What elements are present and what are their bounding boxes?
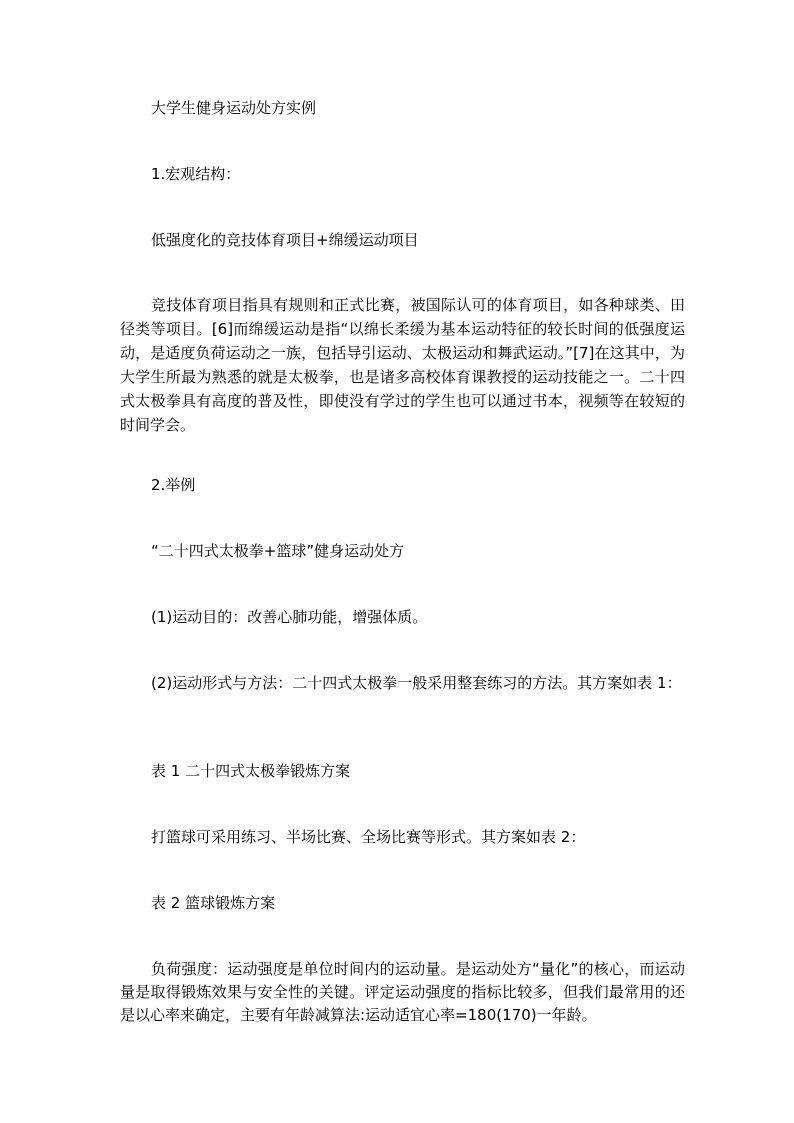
paragraph-definition: 竞技体育项目指具有规则和正式比赛，被国际认可的体育项目，如各种球类、田径类等项目。[6]而绵缓运动是指“以绵长柔缓为基本运动特征的较长时间的低强度运动，是适度负荷运动之一族，包括导引运动、太极运动和舞武运动。”[7]在这其中，为大学生所最为熟悉的就是太极拳，也是诸多高校体育课教授的运动技能之一。二十四式太极拳具有高度的普及性，即使没有学过的学生也可以通过书本，视频等在较短的时间学会。 [120,296,685,434]
paragraph-load-intensity: 负荷强度：运动强度是单位时间内的运动量。是运动处方“量化”的核心，而运动量是取得锻炼效果与安全性的关键。评定运动强度的指标比较多，但我们最常用的还是以心率来确定，主要有年龄减算法:运动适宜心率=180(170)一年龄。 [120,960,685,1024]
basketball-paragraph: 打篮球可采用练习、半场比赛、全场比赛等形式。其方案如表 2： [151,828,586,846]
structure-formula: 低强度化的竞技体育项目+绵缓运动项目 [151,231,419,249]
table-caption-2: 表 2 篮球锻炼方案 [151,894,276,912]
document-title: 大学生健身运动处方实例 [151,99,317,117]
prescription-title: “二十四式太极拳+篮球”健身运动处方 [151,542,405,560]
list-item-method: (2)运动形式与方法：二十四式太极拳一般采用整套练习的方法。其方案如表 1： [151,674,682,692]
section-heading-structure: 1.宏观结构： [151,165,241,183]
list-item-purpose: (1)运动目的：改善心肺功能，增强体质。 [151,608,428,626]
section-heading-example: 2.举例 [151,476,196,494]
table-caption-1: 表 1 二十四式太极拳锻炼方案 [151,762,351,780]
